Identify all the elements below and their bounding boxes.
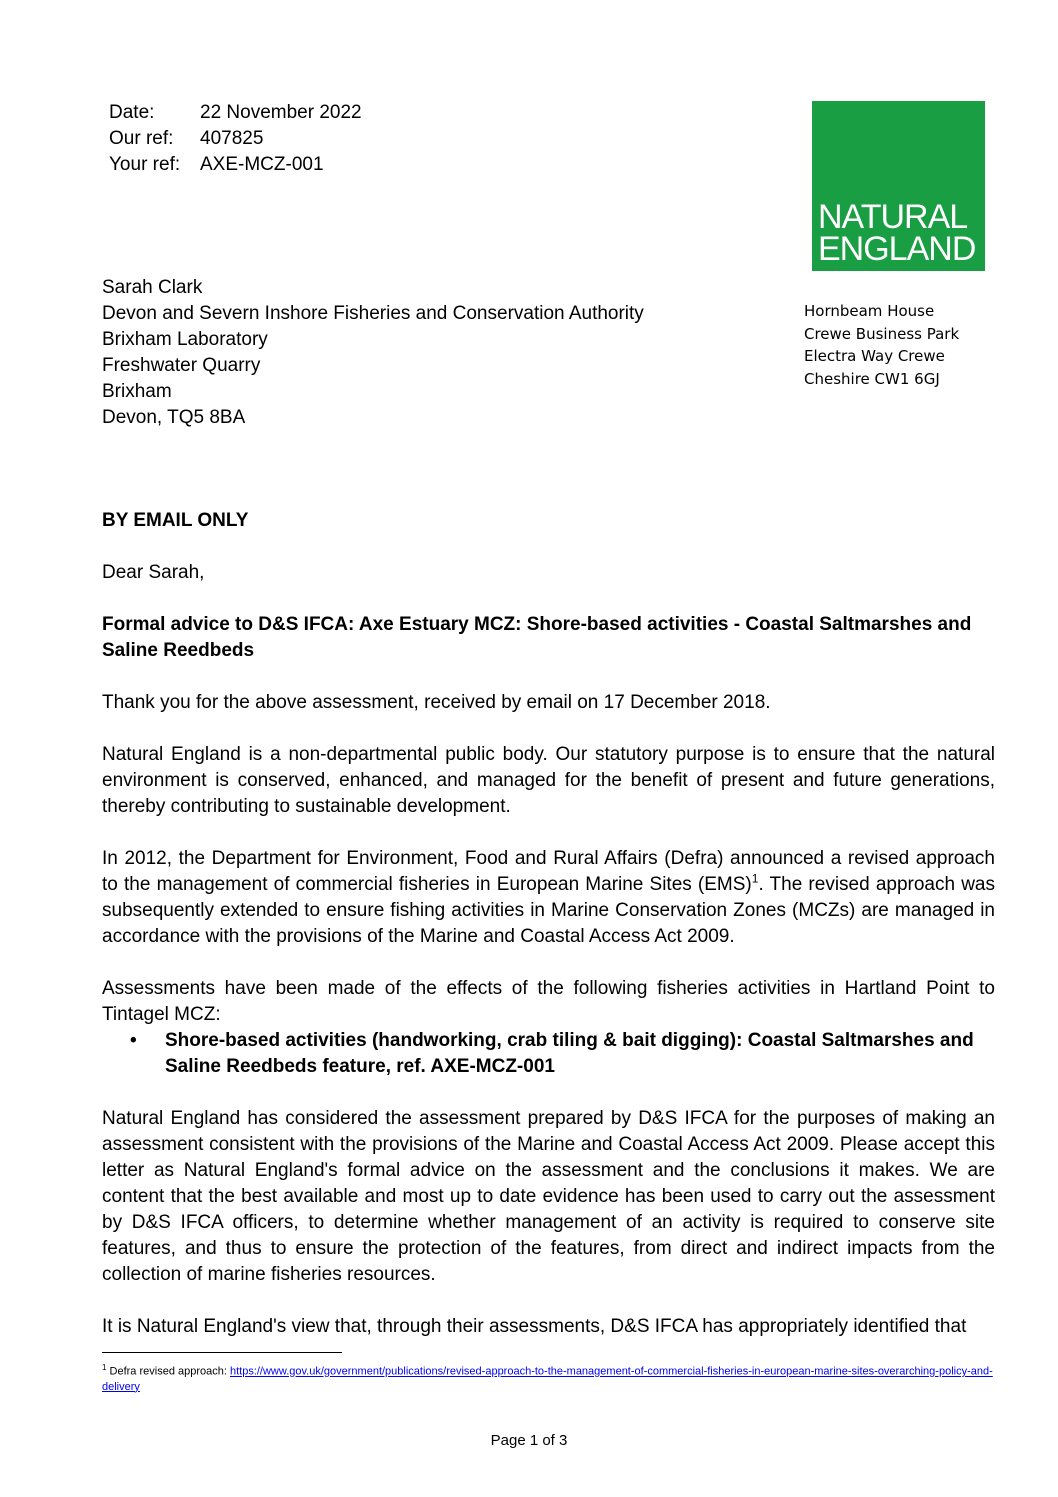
paragraph-4: Assessments have been made of the effects of the following fisheries activities in Hartland Point to Tintagel MCZ: xyxy=(102,978,995,1025)
natural-england-logo xyxy=(812,101,985,271)
page-number: Page 1 of 3 xyxy=(490,1432,568,1449)
footnote-reference[interactable]: 1 xyxy=(751,871,759,886)
logo-wordmark xyxy=(818,198,976,268)
bullet-icon: • xyxy=(130,1030,137,1051)
paragraph-3 xyxy=(102,846,995,950)
paragraph-1: Thank you for the above assessment, received by email on 17 December 2018. xyxy=(102,692,771,713)
footnote-divider xyxy=(102,1352,342,1353)
recipient-line: Brixham xyxy=(102,381,172,402)
footnote xyxy=(102,1360,997,1395)
recipient-address xyxy=(102,275,644,431)
your-ref-row xyxy=(109,152,362,178)
date-value: 22 November 2022 xyxy=(200,102,362,123)
paragraph-3-text-a: In 2012, the Department for Environment, Food and Rural Affairs (Defra) announced a revised approach to the management of commercial fisheries in European Marine Sites (EMS) xyxy=(102,848,995,895)
our-ref-value: 407825 xyxy=(200,128,264,149)
our-ref-row xyxy=(109,126,362,152)
footnote-link[interactable]: https://www.gov.uk/government/publications/revised-approach-to-the-management-of-commercial-fisheries-in-european-marine-sites-overarching-policy-and-delivery xyxy=(102,1365,993,1393)
recipient-line: Brixham Laboratory xyxy=(102,329,268,350)
our-ref-label: Our ref: xyxy=(109,128,174,149)
paragraph-6: It is Natural England's view that, through their assessments, D&S IFCA has appropriately identified that xyxy=(102,1316,967,1337)
paragraph-2: Natural England is a non-departmental public body. Our statutory purpose is to ensure that the natural environment is conserved, enhanced, and managed for the benefit of present and future generations, thereby contributing to sustainable development. xyxy=(102,744,995,817)
recipient-line: Sarah Clark xyxy=(102,277,203,298)
paragraph-5: Natural England has considered the assessment prepared by D&S IFCA for the purposes of making an assessment consistent with the provisions of the Marine and Coastal Access Act 2009. Please accept this letter as Natural England's formal advice on the assessment and the conclusions it makes. We are content that the best available and most up to date evidence has been used to carry out the assessment by D&S IFCA officers, to determine whether management of an activity is required to conserve site features, and thus to ensure the protection of the features, from direct and indirect impacts from the collection of marine fisheries resources. xyxy=(102,1108,995,1285)
date-row xyxy=(109,100,362,126)
delivery-notice: BY EMAIL ONLY xyxy=(102,510,249,531)
recipient-line: Devon, TQ5 8BA xyxy=(102,407,246,428)
paragraph-3-text-b: . The revised approach was subsequently extended to ensure fishing activities in Marine Conservation Zones (MCZs) are managed in accordance with the provisions of the Marine and Coastal Access Act 2009. xyxy=(102,874,995,947)
recipient-line: Freshwater Quarry xyxy=(102,355,261,376)
sender-address-line: Hornbeam House xyxy=(804,302,935,320)
sender-address xyxy=(804,300,959,390)
sender-address-line: Cheshire CW1 6GJ xyxy=(804,369,940,388)
sender-address-line: Electra Way Crewe xyxy=(804,347,945,365)
footnote-number: 1 xyxy=(102,1363,107,1372)
sender-address-line: Crewe Business Park xyxy=(804,324,960,343)
recipient-line: Devon and Severn Inshore Fisheries and Conservation Authority xyxy=(102,303,644,324)
logo-line-2: ENGLAND xyxy=(818,230,976,268)
salutation: Dear Sarah, xyxy=(102,562,205,583)
your-ref-label: Your ref: xyxy=(109,154,181,175)
subject-line: Formal advice to D&S IFCA: Axe Estuary MCZ: Shore-based activities - Coastal Saltmarshes and Saline Reedbeds xyxy=(102,614,972,661)
reference-block xyxy=(109,100,362,178)
logo-line-1: NATURAL xyxy=(818,198,968,236)
footnote-label: Defra revised approach: xyxy=(109,1365,230,1378)
activity-bullet xyxy=(130,1028,995,1080)
activity-bullet-text: Shore-based activities (handworking, crab tiling & bait digging): Coastal Saltmarshes and Saline Reedbeds feature, ref. AXE-MCZ-001 xyxy=(165,1030,974,1077)
date-label: Date: xyxy=(109,102,155,123)
your-ref-value: AXE-MCZ-001 xyxy=(200,154,324,175)
